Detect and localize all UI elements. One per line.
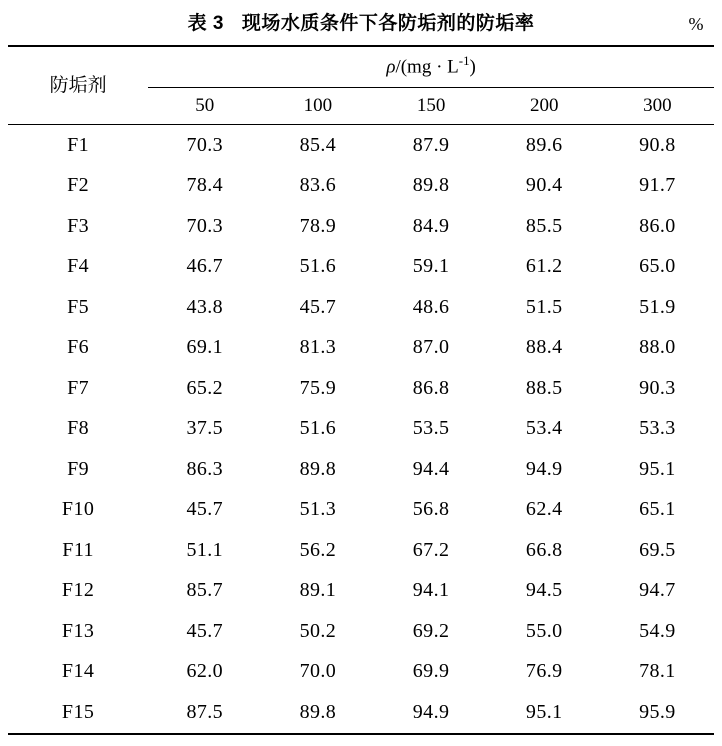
cell: 95.1	[639, 457, 676, 480]
row-label: F7	[67, 376, 90, 399]
cell: 75.9	[299, 376, 337, 399]
table-head	[8, 46, 714, 125]
cell: 89.6	[525, 133, 563, 156]
cell: 65.2	[186, 376, 224, 399]
table-row	[8, 409, 714, 450]
cell: 78.1	[639, 660, 676, 683]
span-close: )	[469, 56, 476, 78]
col-header-100: 100	[303, 95, 333, 116]
table-row	[8, 206, 714, 247]
col-header-300: 300	[643, 95, 672, 116]
cell: 54.9	[639, 619, 676, 642]
cell: 51.9	[639, 295, 676, 318]
row-label: F10	[61, 498, 95, 521]
row-label: F12	[61, 579, 95, 602]
cell: 94.7	[639, 579, 676, 602]
row-label: F8	[67, 417, 90, 440]
cell: 43.8	[186, 295, 224, 318]
cell: 85.7	[186, 579, 224, 602]
table-row	[8, 166, 714, 207]
cell: 94.5	[525, 579, 563, 602]
cell: 90.4	[525, 174, 563, 197]
cell: 94.9	[412, 700, 450, 723]
span-slash: /(	[395, 56, 408, 78]
cell: 88.0	[639, 336, 676, 359]
row-label: F6	[67, 336, 90, 359]
row-label: F15	[61, 700, 95, 723]
row-label: F3	[67, 214, 90, 237]
cell: 51.6	[299, 417, 337, 440]
cell: 78.4	[186, 174, 224, 197]
row-label: F14	[61, 660, 95, 683]
cell: 69.1	[186, 336, 224, 359]
cell: 70.3	[186, 133, 224, 156]
table-row	[8, 652, 714, 693]
cell: 66.8	[525, 538, 563, 561]
scale-inhibition-table	[8, 45, 714, 735]
cell: 86.3	[186, 457, 224, 480]
cell: 59.1	[412, 255, 450, 278]
cell: 88.5	[525, 376, 563, 399]
table-row	[8, 611, 714, 652]
cell: 69.9	[412, 660, 450, 683]
header-row-span	[8, 47, 714, 88]
cell: 85.5	[525, 214, 563, 237]
table-row	[8, 287, 714, 328]
cell: 56.8	[412, 498, 450, 521]
cell: 86.0	[639, 214, 676, 237]
cell: 95.1	[525, 700, 563, 723]
cell: 81.3	[299, 336, 337, 359]
cell: 89.1	[299, 579, 337, 602]
cell: 76.9	[525, 660, 563, 683]
table-row	[8, 530, 714, 571]
cell: 56.2	[299, 538, 337, 561]
cell: 45.7	[186, 619, 224, 642]
row-label: F1	[67, 133, 90, 156]
cell: 62.4	[525, 498, 563, 521]
cell: 87.0	[412, 336, 450, 359]
cell: 51.6	[299, 255, 337, 278]
cell: 78.9	[299, 214, 337, 237]
row-label: F9	[67, 457, 90, 480]
cell: 45.7	[186, 498, 224, 521]
cell: 55.0	[525, 619, 563, 642]
cell: 87.5	[186, 700, 224, 723]
table-caption	[8, 0, 714, 45]
corner-header: 防垢剂	[49, 75, 107, 96]
cell: 84.9	[412, 214, 450, 237]
table-row	[8, 368, 714, 409]
cell: 67.2	[412, 538, 450, 561]
cell: 95.9	[639, 700, 676, 723]
rule-bottom	[8, 734, 714, 735]
cell: 51.3	[299, 498, 337, 521]
cell: 91.7	[639, 174, 676, 197]
cell: 69.2	[412, 619, 450, 642]
cell: 65.0	[639, 255, 676, 278]
table-row	[8, 490, 714, 531]
cell: 37.5	[186, 417, 224, 440]
table-row	[8, 449, 714, 490]
caption-text: 现场水质条件下各防垢剂的防垢率	[241, 13, 535, 34]
cell: 53.4	[525, 417, 563, 440]
table-row	[8, 571, 714, 612]
cell: 89.8	[299, 700, 337, 723]
caption-label: 表 3	[187, 13, 224, 34]
table-row	[8, 247, 714, 288]
cell: 89.8	[412, 174, 450, 197]
cell: 94.4	[412, 457, 450, 480]
cell: 87.9	[412, 133, 450, 156]
cell: 65.1	[639, 498, 676, 521]
col-header-50: 50	[195, 95, 215, 116]
cell: 46.7	[186, 255, 224, 278]
cell: 89.8	[299, 457, 337, 480]
cell: 69.5	[639, 538, 676, 561]
cell: 53.5	[412, 417, 450, 440]
cell: 51.5	[525, 295, 563, 318]
span-unit: mg · L	[407, 56, 459, 78]
col-header-200: 200	[529, 95, 559, 116]
span-exponent: -1	[458, 53, 470, 69]
cell: 61.2	[525, 255, 563, 278]
cell: 90.3	[639, 376, 676, 399]
cell: 62.0	[186, 660, 224, 683]
cell: 88.4	[525, 336, 563, 359]
cell: 50.2	[299, 619, 337, 642]
cell: 94.9	[525, 457, 563, 480]
row-label: F4	[67, 255, 90, 278]
cell: 70.0	[299, 660, 337, 683]
cell: 86.8	[412, 376, 450, 399]
row-label: F13	[61, 619, 95, 642]
table-body	[8, 125, 714, 735]
cell: 90.8	[639, 133, 676, 156]
cell: 85.4	[299, 133, 337, 156]
table-row	[8, 328, 714, 369]
row-label: F5	[67, 295, 90, 318]
col-header-150: 150	[416, 95, 446, 116]
cell: 45.7	[299, 295, 337, 318]
cell: 70.3	[186, 214, 224, 237]
cell: 94.1	[412, 579, 450, 602]
cell: 51.1	[186, 538, 224, 561]
cell: 48.6	[412, 295, 450, 318]
table-row	[8, 692, 714, 734]
cell: 53.3	[639, 417, 676, 440]
cell: 83.6	[299, 174, 337, 197]
caption-unit: %	[688, 14, 704, 34]
row-label: F2	[67, 174, 90, 197]
row-label: F11	[62, 538, 94, 561]
rho-symbol: ρ	[386, 56, 396, 78]
span-header	[148, 47, 714, 88]
table-row	[8, 125, 714, 166]
